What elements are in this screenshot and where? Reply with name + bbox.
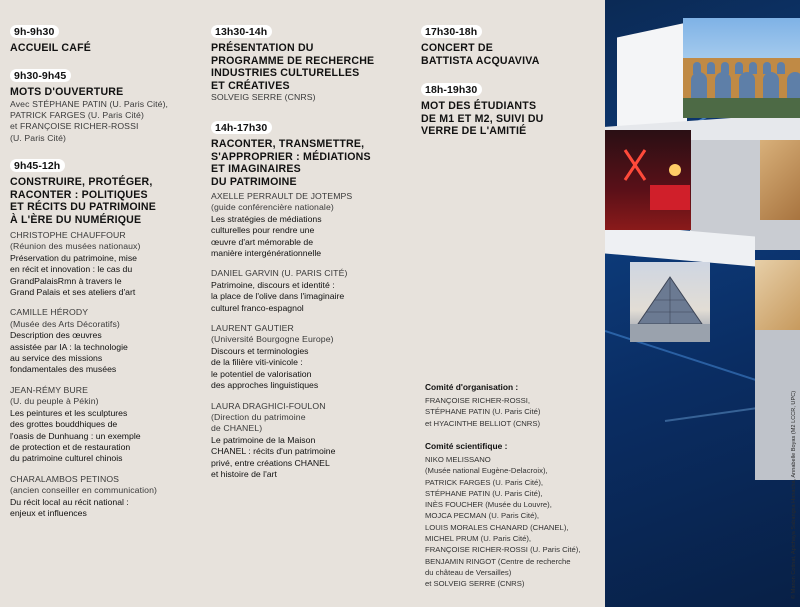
session-time: 9h30-9h45 [10, 69, 71, 82]
committee-member: MOJCA PECMAN (U. Paris Cité), [425, 511, 540, 521]
talk [10, 474, 157, 520]
moulin-rouge-photo [605, 130, 691, 230]
session-welcome [10, 22, 91, 55]
bread-photo [755, 260, 800, 330]
session-title-line: CONCERT DE [421, 42, 494, 54]
decorative-image-panel [605, 0, 800, 607]
speaker-line: PATRICK FARGES (U. Paris Cité) [10, 109, 144, 120]
talk-title-line: culturelles pour rendre une [211, 225, 315, 236]
session-time: 17h30-18h [421, 25, 482, 38]
talk [10, 307, 157, 375]
committee-member: (Musée national Eugène-Delacroix), [425, 466, 548, 476]
session-title-line: À L'ÈRE DU NUMÉRIQUE [10, 213, 142, 226]
committee-member: FRANÇOISE RICHER-ROSSI, [425, 396, 531, 405]
bread-photo [760, 140, 800, 220]
photo-credit-text: © Manon Cotinat, Apichaya Sabangsa Hanacha, Annabelle Boyas (M2 LCCR, UPC) [791, 390, 797, 599]
committee-member: INÈS FOUCHER (Musée du Louvre), [425, 500, 552, 510]
session-title-line: ET CRÉATIVES [211, 79, 290, 92]
session-title-line: RACONTER : POLITIQUES [10, 188, 148, 201]
speaker-name: CHARALAMBOS PETINOS [10, 473, 120, 484]
committee-member: du château de Versailles) [425, 567, 512, 577]
session-mediations [211, 118, 371, 480]
talk-title-line: Discours et terminologies [211, 345, 309, 356]
talk-title-line: CHANEL : récits d'un patrimoine [211, 446, 336, 457]
windmill-icon [605, 130, 691, 230]
speaker-affiliation: (ancien conseiller en communication) [10, 485, 158, 496]
session-time: 9h45-12h [10, 159, 65, 172]
session-title-line: VERRE DE L'AMITIÉ [421, 125, 527, 137]
session-title-line: PRÉSENTATION DU [211, 42, 314, 54]
talk-title-line: de la filière viti-vinicole : [211, 357, 303, 368]
speaker-affiliation: (Musée des Arts Décoratifs) [10, 318, 120, 329]
talk-title-line: Grand Palais et ses ateliers d'art [10, 287, 136, 298]
committee-heading: Comité scientifique : [425, 441, 508, 451]
organising-committee [425, 382, 540, 429]
talk-title-line: Patrimoine, discours et identité : [211, 279, 335, 290]
speaker-line: (U. Paris Cité) [10, 132, 67, 143]
talk-title-line: Les stratégies de médiations [211, 213, 322, 224]
committee-member: FRANÇOISE RICHER-ROSSI (U. Paris Cité), [425, 545, 581, 555]
talk-title-line: du patrimoine culturel chinois [10, 453, 123, 464]
speaker-name: SOLVEIG SERRE (CNRS) [211, 92, 316, 102]
session-students [421, 80, 544, 138]
session-title-line: RACONTER, TRANSMETTRE, [211, 138, 365, 150]
committee-member: LOUIS MORALES CHANARD (CHANEL), [425, 522, 569, 532]
talk-title-line: Le patrimoine de la Maison [211, 434, 316, 445]
speaker-name: CAMILLE HÉRODY [10, 307, 89, 318]
pont-du-gard-photo [683, 18, 800, 118]
talk-title-line: assistée par IA : la technologie [10, 341, 128, 352]
aqueduct-icon [683, 18, 800, 118]
speaker-line: et FRANÇOISE RICHER-ROSSI [10, 121, 139, 132]
talk-title-line: Préservation du patrimoine, mise [10, 252, 137, 263]
scientific-committee [425, 441, 580, 590]
speaker-affiliation: (Direction du patrimoine [211, 411, 306, 422]
talk [211, 401, 371, 481]
speaker-name: JEAN-RÉMY BURE [10, 384, 88, 395]
talk-title-line: l'oasis de Dunhuang : un exemple [10, 430, 141, 441]
talk-title-line: manière intergénérationnelle [211, 248, 322, 259]
speaker-name: DANIEL GARVIN (U. PARIS CITÉ) [211, 268, 348, 279]
speaker-name: CHRISTOPHE CHAUFFOUR [10, 230, 126, 240]
committee-member: et SOLVEIG SERRE (CNRS) [425, 579, 525, 589]
speaker-line: Avec STÉPHANE PATIN (U. Paris Cité), [10, 98, 169, 109]
speaker-name: AXELLE PERRAULT DE JOTEMPS [211, 191, 353, 201]
session-heritage-digital [10, 156, 157, 519]
session-opening [10, 66, 168, 144]
speaker-affiliation: (U. du peuple à Pékin) [10, 396, 99, 407]
session-title-line: CONSTRUIRE, PROTÉGER, [10, 176, 153, 188]
talk-title-line: Les peintures et les sculptures [10, 407, 128, 418]
talk [211, 323, 371, 391]
talk [211, 191, 371, 259]
session-title-line: ET RÉCITS DU PATRIMOINE [10, 201, 157, 213]
talk-title-line: GrandPalaisRmn à travers le [10, 275, 122, 286]
talk-title-line: privé, entre créations CHANEL [211, 457, 330, 468]
session-title-line: MOT DES ÉTUDIANTS [421, 100, 537, 112]
speaker-affiliation: (Réunion des musées nationaux) [10, 241, 141, 252]
session-title-line: S'APPROPRIER : MÉDIATIONS [211, 150, 371, 163]
session-title: MOTS D'OUVERTURE [10, 86, 124, 98]
committee-member: BENJAMIN RINGOT (Centre de recherche [425, 556, 571, 566]
speaker-affiliation: de CHANEL) [211, 423, 263, 434]
session-title-line: INDUSTRIES CULTURELLES [211, 67, 360, 79]
cube-face [617, 23, 687, 138]
session-title: ACCUEIL CAFÉ [10, 42, 92, 54]
talk [10, 230, 157, 298]
session-title-line: PROGRAMME DE RECHERCHE [211, 54, 375, 67]
pyramid-icon [630, 262, 710, 342]
speaker-affiliation: (Université Bourgogne Europe) [211, 334, 334, 345]
committee-member: PATRICK FARGES (U. Paris Cité), [425, 477, 544, 487]
talk-title-line: œuvre d'art mémorable de [211, 236, 314, 247]
committee-member: STÉPHANE PATIN (U. Paris Cité) [425, 407, 541, 417]
talk-title-line: fondamentales des musées [10, 364, 117, 375]
speaker-name: LAURA DRAGHICI-FOULON [211, 400, 326, 411]
committee-member: STÉPHANE PATIN (U. Paris Cité), [425, 488, 543, 498]
committee-member: et HYACINTHE BELLIOT (CNRS) [425, 418, 541, 428]
talk [211, 268, 371, 314]
talk-title-line: Description des œuvres [10, 330, 102, 341]
talk-title-line: de protection et de restauration [10, 441, 131, 452]
talk-title-line: enjeux et influences [10, 507, 87, 518]
session-research-program [211, 22, 374, 103]
committee-member: MICHEL PRUM (U. Paris Cité), [425, 534, 532, 544]
session-time: 18h-19h30 [421, 83, 482, 96]
session-title-line: DE M1 ET M2, SUIVI DU [421, 112, 544, 125]
session-title-line: ET IMAGINAIRES [211, 163, 301, 175]
talk [10, 385, 157, 465]
talk-title-line: le potentiel de valorisation [211, 368, 312, 379]
session-title-line: DU PATRIMOINE [211, 175, 297, 188]
louvre-pyramid-photo [630, 262, 710, 342]
committee-heading: Comité d'organisation : [425, 382, 519, 392]
session-concert [421, 22, 540, 67]
speaker-name: LAURENT GAUTIER [211, 323, 294, 334]
speaker-affiliation: (guide conférencière nationale) [211, 202, 334, 213]
talk-title-line: en récit et innovation : le cas du [10, 264, 133, 275]
committee-member: NIKO MELISSANO [425, 455, 491, 464]
photo-credit [787, 359, 797, 599]
session-time: 9h-9h30 [10, 25, 59, 38]
session-time: 13h30-14h [211, 25, 272, 38]
talk-title-line: et histoire de l'art [211, 468, 277, 479]
talk-title-line: Du récit local au récit national : [10, 496, 129, 507]
session-time: 14h-17h30 [211, 121, 272, 134]
talk-title-line: culturel franco-espagnol [211, 302, 304, 313]
talk-title-line: des approches linguistiques [211, 380, 319, 391]
session-title-line: BATTISTA ACQUAVIVA [421, 54, 540, 67]
talk-title-line: des grottes bouddhiques de [10, 419, 118, 430]
talk-title-line: au service des missions [10, 353, 103, 364]
talk-title-line: la place de l'olive dans l'imaginaire [211, 291, 345, 302]
